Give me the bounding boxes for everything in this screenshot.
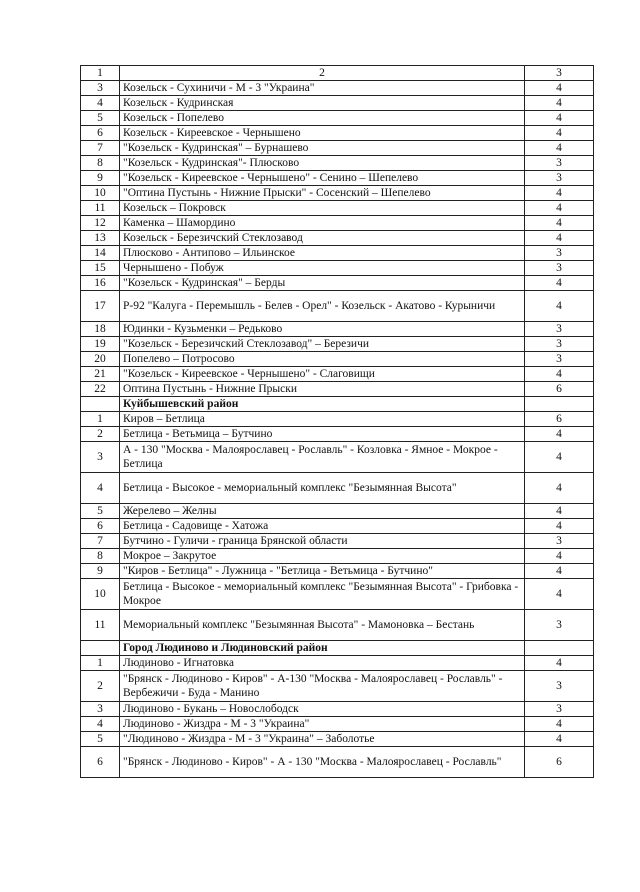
row-number: 12 [81, 216, 120, 231]
row-number: 5 [81, 504, 120, 519]
row-number: 8 [81, 156, 120, 171]
table-row [81, 276, 594, 291]
table-row [81, 352, 594, 367]
road-category: 4 [525, 201, 594, 216]
road-category: 4 [525, 276, 594, 291]
road-category: 4 [525, 81, 594, 96]
road-category: 3 [525, 246, 594, 261]
section-header-row [81, 397, 594, 412]
road-category: 3 [525, 171, 594, 186]
road-category: 4 [525, 519, 594, 534]
route-name: "Людиново - Жиздра - М - 3 "Украина" – Заболотье [120, 732, 525, 747]
header-col-route: 2 [120, 66, 525, 81]
table-row [81, 126, 594, 141]
route-name: Мемориальный комплекс "Безымянная Высота" - Мамоновка – Бестань [120, 610, 525, 641]
row-number: 4 [81, 473, 120, 504]
road-category: 3 [525, 156, 594, 171]
road-category: 3 [525, 352, 594, 367]
route-name: "Козельск - Киреевское - Чернышено" - Сенино – Шепелево [120, 171, 525, 186]
table-body [81, 66, 594, 778]
road-category: 4 [525, 442, 594, 473]
route-name: Козельск - Киреевское - Чернышено [120, 126, 525, 141]
table-row [81, 186, 594, 201]
route-name: Людиново - Букань – Новослободск [120, 702, 525, 717]
road-category: 3 [525, 337, 594, 352]
road-category: 4 [525, 473, 594, 504]
road-category: 3 [525, 610, 594, 641]
table-row [81, 322, 594, 337]
table-row [81, 442, 594, 473]
route-name: "Брянск - Людиново - Киров" - А-130 "Москва - Малоярославец - Рославль" - Вербежичи - Буда - Манино [120, 671, 525, 702]
table-row [81, 534, 594, 549]
row-number: 2 [81, 427, 120, 442]
table-row [81, 141, 594, 156]
road-category: 4 [525, 564, 594, 579]
row-number: 18 [81, 322, 120, 337]
road-category: 4 [525, 291, 594, 322]
table-row [81, 382, 594, 397]
row-number: 16 [81, 276, 120, 291]
route-name: Плюсково - Антипово – Ильинское [120, 246, 525, 261]
route-name: Каменка – Шамордино [120, 216, 525, 231]
header-row [81, 66, 594, 81]
table-row [81, 171, 594, 186]
table-row [81, 504, 594, 519]
row-number: 5 [81, 111, 120, 126]
route-name: "Киров - Бетлица" - Лужница - "Бетлица - Ветьмица - Бутчино" [120, 564, 525, 579]
row-number: 9 [81, 564, 120, 579]
row-number: 4 [81, 717, 120, 732]
road-category: 6 [525, 382, 594, 397]
road-category: 4 [525, 504, 594, 519]
row-number: 2 [81, 671, 120, 702]
section-title: Город Людиново и Людиновский район [120, 641, 525, 656]
road-category: 3 [525, 702, 594, 717]
table-row [81, 702, 594, 717]
row-number: 11 [81, 201, 120, 216]
row-number: 14 [81, 246, 120, 261]
table-row [81, 549, 594, 564]
row-number: 8 [81, 549, 120, 564]
roads-table [80, 65, 594, 778]
route-name: "Брянск - Людиново - Киров" - А - 130 "Москва - Малоярославец - Рославль" [120, 747, 525, 778]
table-row [81, 81, 594, 96]
road-category: 4 [525, 367, 594, 382]
table-row [81, 291, 594, 322]
row-number: 17 [81, 291, 120, 322]
road-category: 4 [525, 549, 594, 564]
road-category: 4 [525, 732, 594, 747]
route-name: Козельск - Сухиничи - М - 3 "Украина" [120, 81, 525, 96]
table-row [81, 201, 594, 216]
section-title: Куйбышевский район [120, 397, 525, 412]
row-number: 1 [81, 656, 120, 671]
route-name: Оптина Пустынь - Нижние Прыски [120, 382, 525, 397]
row-number: 19 [81, 337, 120, 352]
route-name: Людиново - Жиздра - М - 3 "Украина" [120, 717, 525, 732]
road-category: 4 [525, 111, 594, 126]
table-row [81, 246, 594, 261]
table-row [81, 96, 594, 111]
row-number: 1 [81, 412, 120, 427]
road-category: 4 [525, 656, 594, 671]
route-name: Бутчино - Гуличи - граница Брянской области [120, 534, 525, 549]
row-number: 11 [81, 610, 120, 641]
route-name: Бетлица - Ветьмица – Бутчино [120, 427, 525, 442]
road-category: 3 [525, 671, 594, 702]
row-number: 6 [81, 519, 120, 534]
road-category: 3 [525, 534, 594, 549]
table-row [81, 473, 594, 504]
table-row [81, 231, 594, 246]
route-name: "Оптина Пустынь - Нижние Прыски" - Сосенский – Шепелево [120, 186, 525, 201]
road-category: 4 [525, 427, 594, 442]
table-row [81, 216, 594, 231]
header-col-category: 3 [525, 66, 594, 81]
row-number: 4 [81, 96, 120, 111]
route-name: А - 130 "Москва - Малоярославец - Рославль" - Козловка - Ямное - Мокрое - Бетлица [120, 442, 525, 473]
header-col-number: 1 [81, 66, 120, 81]
table-row [81, 427, 594, 442]
road-category: 4 [525, 216, 594, 231]
table-row [81, 337, 594, 352]
road-category: 4 [525, 96, 594, 111]
table-row [81, 579, 594, 610]
road-category: 4 [525, 186, 594, 201]
route-name: Юдинки - Кузьменки – Редьково [120, 322, 525, 337]
road-category: 6 [525, 412, 594, 427]
road-category: 3 [525, 261, 594, 276]
row-number: 3 [81, 442, 120, 473]
row-number: 5 [81, 732, 120, 747]
route-name: Козельск - Попелево [120, 111, 525, 126]
road-category: 4 [525, 717, 594, 732]
route-name: Мокрое – Закрутое [120, 549, 525, 564]
section-number-cell [81, 397, 120, 412]
section-number-cell [81, 641, 120, 656]
row-number: 6 [81, 747, 120, 778]
row-number: 22 [81, 382, 120, 397]
table-row [81, 111, 594, 126]
route-name: Бетлица - Высокое - мемориальный комплекс "Безымянная Высота" - Грибовка - Мокрое [120, 579, 525, 610]
table-row [81, 367, 594, 382]
road-category: 6 [525, 747, 594, 778]
table-row [81, 732, 594, 747]
route-name: Киров – Бетлица [120, 412, 525, 427]
road-category: 4 [525, 126, 594, 141]
section-category-cell [525, 397, 594, 412]
table-row [81, 656, 594, 671]
route-name: Козельск - Березичский Стеклозавод [120, 231, 525, 246]
row-number: 9 [81, 171, 120, 186]
route-name: Бетлица - Садовище - Хатожа [120, 519, 525, 534]
table-row [81, 747, 594, 778]
route-name: "Козельск - Кудринская"- Плюсково [120, 156, 525, 171]
route-name: "Козельск - Березичский Стеклозавод" – Березичи [120, 337, 525, 352]
route-name: Жерелево – Желны [120, 504, 525, 519]
route-name: "Козельск - Киреевское - Чернышено" - Слаговищи [120, 367, 525, 382]
route-name: Попелево – Потросово [120, 352, 525, 367]
route-name: Людиново - Игнатовка [120, 656, 525, 671]
section-category-cell [525, 641, 594, 656]
row-number: 3 [81, 81, 120, 96]
table-row [81, 261, 594, 276]
section-header-row [81, 641, 594, 656]
table-row [81, 671, 594, 702]
table-row [81, 610, 594, 641]
road-category: 3 [525, 322, 594, 337]
row-number: 10 [81, 186, 120, 201]
row-number: 20 [81, 352, 120, 367]
row-number: 21 [81, 367, 120, 382]
table-row [81, 412, 594, 427]
route-name: "Козельск - Кудринская" – Берды [120, 276, 525, 291]
road-category: 4 [525, 231, 594, 246]
road-category: 4 [525, 141, 594, 156]
table-row [81, 156, 594, 171]
row-number: 7 [81, 141, 120, 156]
route-name: Бетлица - Высокое - мемориальный комплекс "Безымянная Высота" [120, 473, 525, 504]
route-name: Р-92 "Калуга - Перемышль - Белев - Орел" - Козельск - Акатово - Курыничи [120, 291, 525, 322]
road-category: 4 [525, 579, 594, 610]
route-name: Козельск – Покровск [120, 201, 525, 216]
table-row [81, 564, 594, 579]
row-number: 6 [81, 126, 120, 141]
row-number: 7 [81, 534, 120, 549]
table-row [81, 717, 594, 732]
row-number: 10 [81, 579, 120, 610]
route-name: Козельск - Кудринская [120, 96, 525, 111]
row-number: 13 [81, 231, 120, 246]
route-name: Чернышено - Побуж [120, 261, 525, 276]
row-number: 15 [81, 261, 120, 276]
row-number: 3 [81, 702, 120, 717]
table-row [81, 519, 594, 534]
route-name: "Козельск - Кудринская" – Бурнашево [120, 141, 525, 156]
